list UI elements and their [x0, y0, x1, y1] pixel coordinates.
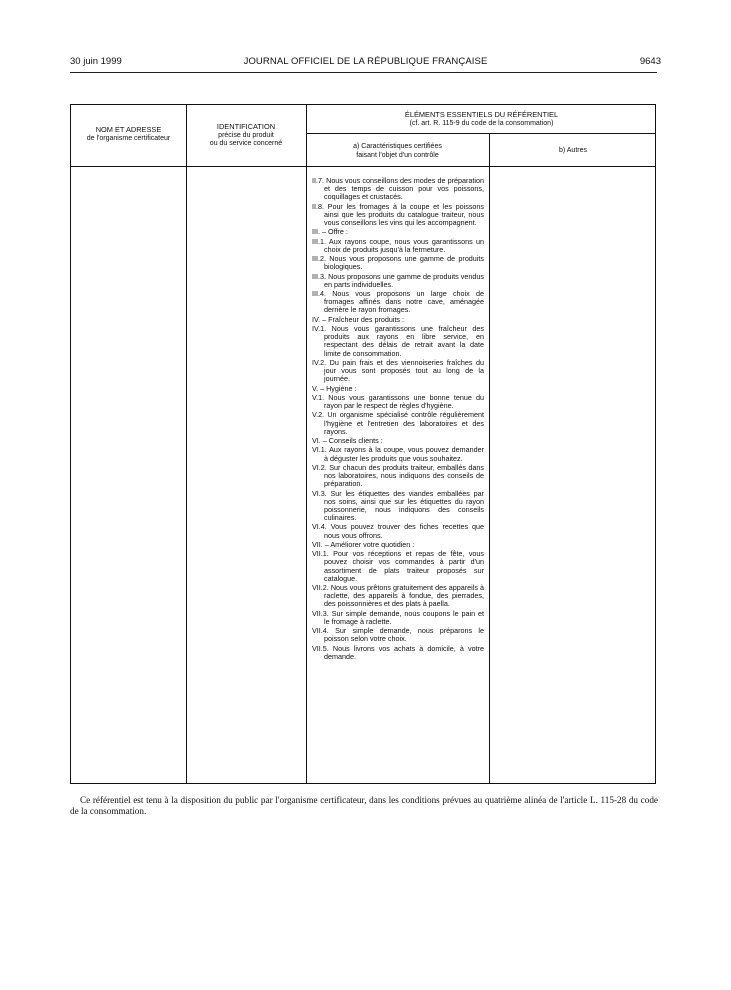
col-header-line: NOM ET ADRESSE	[95, 125, 162, 134]
criterion-item: IV.2. Du pain frais et des viennoiseries fraîches du jour vous sont proposés tout au long de la journée.	[312, 357, 484, 384]
journal-title: JOURNAL OFFICIEL DE LA RÉPUBLIQUE FRANÇAISE	[243, 56, 488, 67]
column-divider	[489, 133, 490, 783]
col-header-identification	[186, 123, 306, 149]
referentiel-table	[70, 104, 656, 784]
col-header-line: précise du produit	[218, 131, 274, 139]
header-rule	[70, 72, 657, 73]
group-header-elements	[306, 111, 657, 128]
criterion-item: VII.5. Nous livrons vos achats à domicile, à votre demande.	[312, 643, 484, 661]
column-divider	[186, 105, 187, 783]
group-header-line: (cf. art. R. 115-9 du code de la consommation)	[409, 119, 554, 127]
criterion-item: V.2. Un organisme spécialisé contrôle régulièrement l'hygiène et l'entretien des laboratoires et des rayons.	[312, 410, 484, 436]
section-heading: VI. – Conseils clients :	[312, 436, 383, 446]
criterion-item: VII.3. Sur simple demande, nous coupons le pain et le fromage à raclette.	[312, 608, 484, 626]
col-header-line: faisant l'objet d'un contrôle	[356, 151, 439, 159]
criteria-list	[312, 177, 484, 661]
col-header-autres	[489, 147, 657, 156]
column-divider	[306, 105, 307, 783]
criterion-item: VI.4. Vous pouvez trouver des fiches recettes que nous vous offrons.	[312, 522, 484, 540]
section-heading: III. – Offre :	[312, 227, 348, 237]
col-header-line: b) Autres	[558, 147, 587, 154]
criterion-item: III.3. Nous proposons une gamme de produits vendus en parts individuelles.	[312, 271, 484, 289]
criterion-item: VII.2. Nous vous prêtons gratuitement des appareils à raclette, des appareils à fondue, des pierrades, des poissonnières et des plats à paella.	[312, 583, 484, 609]
criterion-item: II.7. Nous vous conseillons des modes de préparation et des temps de cuisson pour vos poissons, coquillages et crustacés.	[312, 176, 484, 202]
col-header-caracteristiques	[306, 143, 489, 160]
page-number: 9643	[639, 56, 661, 67]
col-header-organisme	[71, 126, 186, 143]
header-date: 30 juin 1999	[70, 56, 122, 67]
col-header-line: a) Caractéristiques certifiées	[353, 143, 442, 150]
section-heading: IV. – Fraîcheur des produits :	[312, 314, 405, 324]
criterion-item: III.4. Nous vous proposons un large choix de fromages affinés dans notre cave, aménagée derrière le rayon fromages.	[312, 289, 484, 315]
col-header-line: ou du service concerné	[209, 140, 283, 148]
footer-note: Ce référentiel est tenu à la disposition du public par l'organisme certificateur, dans les conditions prévues au quatrième alinéa de l'article L. 115-28 du code de la consommation.	[70, 795, 658, 816]
criterion-item: IV.1. Nous vous garantissons une fraîcheur des produits aux rayons en libre service, en respectant des délais de retrait avant la date limite de consommation.	[312, 324, 484, 358]
section-heading: VII. – Améliorer votre quotidien :	[312, 539, 415, 549]
group-header-rule	[306, 133, 655, 134]
header-bottom-rule	[71, 166, 655, 167]
criterion-item: VI.2. Sur chacun des produits traiteur, emballés dans nos laboratoires, nous indiquons des conseils de préparation.	[312, 462, 484, 489]
criterion-item: V.1. Nous vous garantissons une bonne tenue du rayon par le respect de règles d'hygiène.	[312, 392, 484, 411]
criterion-item: VII.4. Sur simple demande, nous préparons le poisson selon votre choix.	[312, 626, 484, 644]
criterion-item: II.8. Pour les fromages à la coupe et les poissons ainsi que les produits du catalogue traiteur, nous vous conseillons les vins qui les accompagnent.	[312, 201, 484, 227]
criterion-item: III.2. Nous vous proposons une gamme de produits biologiques.	[312, 254, 484, 272]
group-header-line: ÉLÉMENTS ESSENTIELS DU RÉFÉRENTIEL	[404, 110, 559, 119]
col-header-line: de l'organisme certificateur	[86, 134, 171, 142]
criterion-item: VI.3. Sur les étiquettes des viandes emballées par nos soins, ainsi que sur les étiquettes du rayon poissonnerie, nous indiquons des conseils culinaires.	[312, 488, 484, 523]
col-header-line: IDENTIFICATION	[216, 122, 276, 131]
section-heading: V. – Hygiène :	[312, 383, 357, 393]
criterion-item: VII.1. Pour vos réceptions et repas de fête, vous pouvez choisir vos commandes à partir d'un assortiment de plats traiteur proposés sur catalogue.	[312, 549, 484, 583]
criterion-item: III.1. Aux rayons coupe, nous vous garantissons un choix de produits jusqu'à la fermeture.	[312, 236, 484, 254]
criterion-item: VI.1. Aux rayons à la coupe, vous pouvez demander à déguster les produits que vous souhaitez.	[312, 445, 484, 463]
